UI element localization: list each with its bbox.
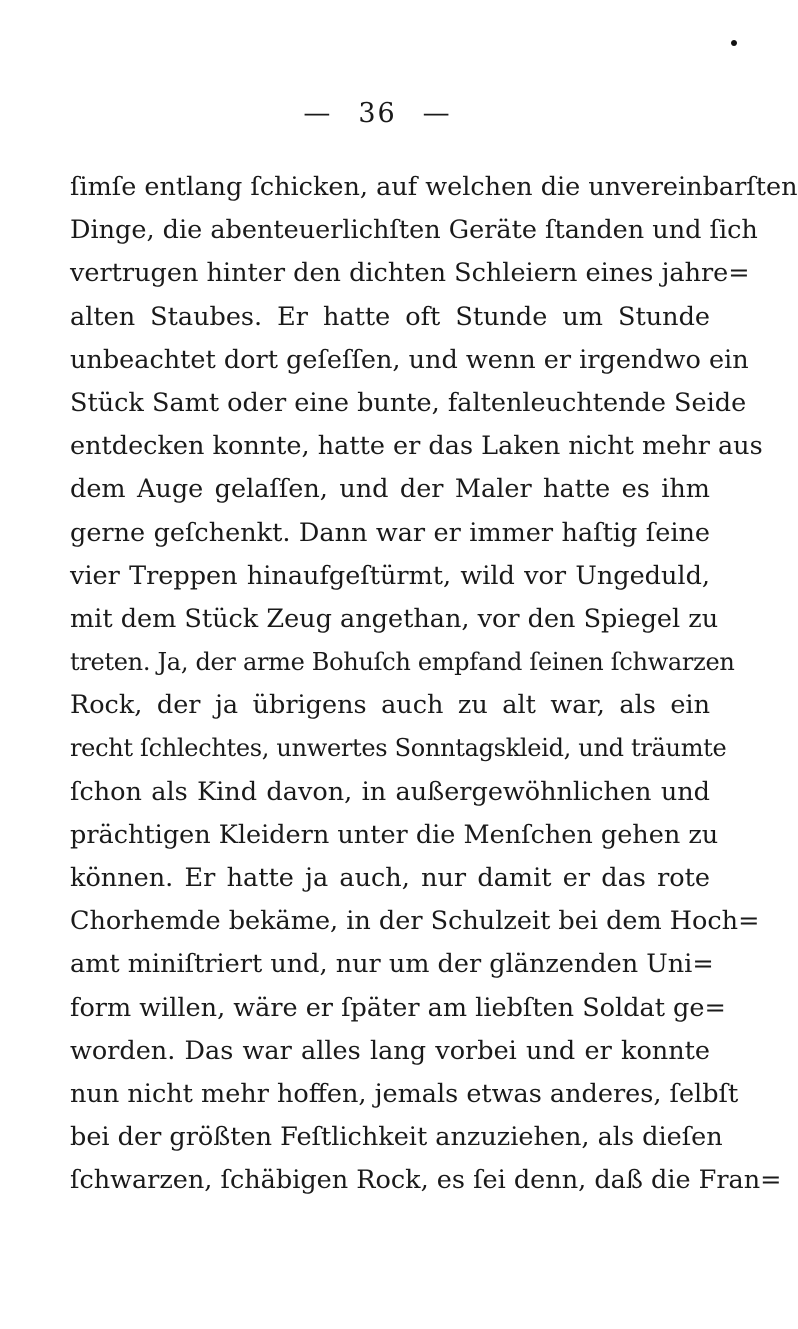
text-line: Rock, der ja übrigens auch zu alt war, als ein bbox=[70, 690, 710, 721]
header-dash-right: — bbox=[422, 98, 452, 129]
text-line: vier Treppen hinaufgeſtürmt, wild vor Ungeduld, bbox=[70, 560, 710, 591]
text-line: recht ſchlechtes, unwertes Sonntagskleid, und träumte bbox=[70, 734, 727, 763]
text-line: bei der größten Feſtlichkeit anzuziehen, als dieſen bbox=[70, 1122, 723, 1153]
ink-speck bbox=[731, 40, 737, 46]
page-number: 36 bbox=[358, 98, 397, 129]
page-header bbox=[0, 98, 755, 129]
text-line: ſimſe entlang ſchicken, auf welchen die unvereinbarſten bbox=[70, 172, 798, 202]
body-text bbox=[70, 166, 798, 1203]
text-line: treten. Ja, der arme Bohuſch empfand ſeinen ſchwarzen bbox=[70, 648, 735, 677]
text-line: prächtigen Kleidern unter die Menſchen gehen zu bbox=[70, 819, 719, 850]
text-line: unbeachtet dort geſeſſen, und wenn er irgendwo ein bbox=[70, 344, 749, 375]
text-line: Chorhemde bekäme, in der Schulzeit bei dem Hoch= bbox=[70, 906, 760, 937]
text-line: amt miniſtriert und, nur um der glänzenden Uni= bbox=[70, 949, 714, 980]
text-line: ſchon als Kind davon, in außergewöhnlichen und bbox=[70, 776, 710, 807]
text-line: dem Auge gelaſſen, und der Maler hatte es ihm bbox=[70, 474, 710, 505]
text-line: alten Staubes. Er hatte oft Stunde um Stunde bbox=[70, 301, 710, 332]
text-line: worden. Das war alles lang vorbei und er konnte bbox=[70, 1035, 710, 1066]
text-line: form willen, wäre er ſpäter am liebſten Soldat ge= bbox=[70, 992, 726, 1023]
text-line: gerne geſchenkt. Dann war er immer haſtig ſeine bbox=[70, 517, 710, 548]
text-line: mit dem Stück Zeug angethan, vor den Spiegel zu bbox=[70, 603, 719, 634]
text-line: nun nicht mehr hoffen, jemals etwas anderes, ſelbſt bbox=[70, 1078, 739, 1109]
text-line: entdecken konnte, hatte er das Laken nicht mehr aus bbox=[70, 431, 763, 462]
header-dash-left: — bbox=[303, 98, 333, 129]
text-line: können. Er hatte ja auch, nur damit er das rote bbox=[70, 863, 710, 893]
text-line: Stück Samt oder eine bunte, faltenleuchtende Seide bbox=[70, 387, 747, 418]
text-line: vertrugen hinter den dichten Schleiern eines jahre= bbox=[70, 258, 750, 289]
text-line: Dinge, die abenteuerlichſten Geräte ſtanden und ſich bbox=[70, 215, 758, 246]
text-line: ſchwarzen, ſchäbigen Rock, es ſei denn, daß die Fran= bbox=[70, 1165, 782, 1196]
